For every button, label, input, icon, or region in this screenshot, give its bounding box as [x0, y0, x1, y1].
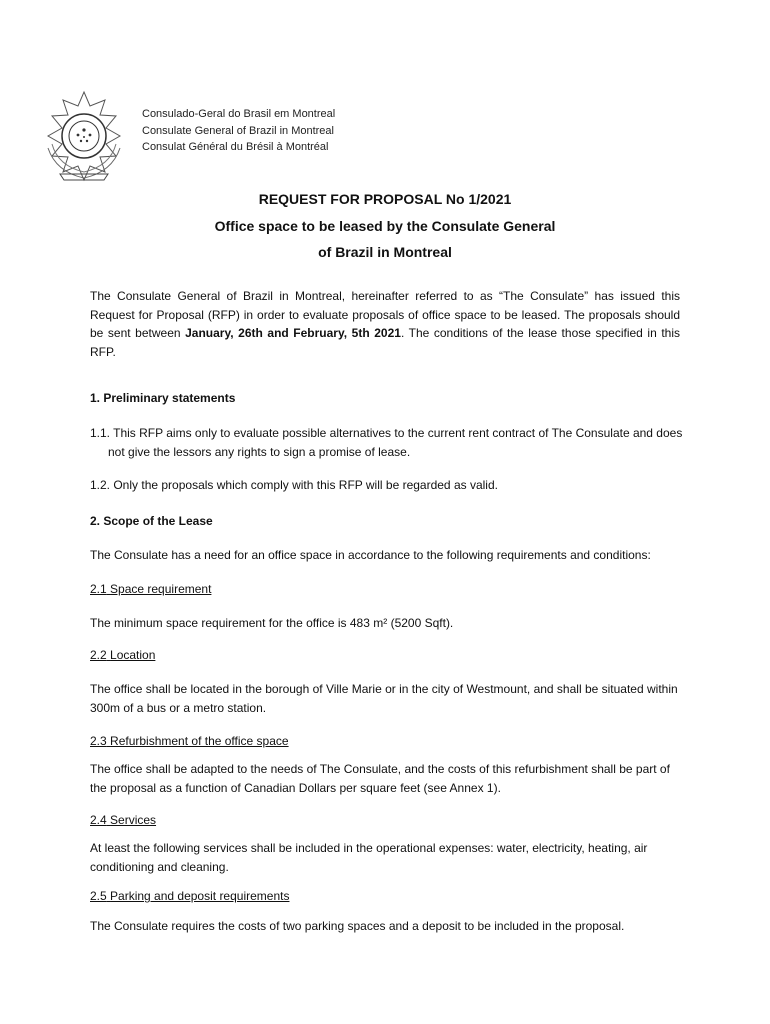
consulate-name-block [142, 106, 335, 156]
letterhead [38, 88, 538, 188]
section-2-4-number: 2.4 [90, 813, 107, 827]
section-2-2-heading [90, 646, 680, 665]
consulate-name-french: Consulat Général du Brésil à Montréal [142, 141, 329, 153]
submission-dates: January, 26th and February, 5th 2021 [185, 326, 401, 340]
section-2-2-text: The office shall be located in the borough of Ville Marie or in the city of Westmount, and shall be situated within 300m of a bus or a metro station. [90, 682, 678, 715]
section-2-heading: 2. Scope of the Lease [90, 514, 213, 528]
section-2-2-number: 2.2 [90, 648, 107, 662]
section-2-1-text: The minimum space requirement for the office is 483 m² (5200 Sqft). [90, 616, 454, 630]
section-2-5-text: The Consulate requires the costs of two parking spaces and a deposit to be included in the proposal. [90, 919, 625, 933]
section-2-5-heading [90, 887, 680, 906]
section-2-1-number: 2.1 [90, 582, 107, 596]
document-subtitle-line1: Office space to be leased by the Consulate General [214, 218, 556, 234]
section-1-heading: 1. Preliminary statements [90, 391, 236, 405]
document-title: REQUEST FOR PROPOSAL No 1/2021 [258, 191, 512, 207]
intro-paragraph [90, 287, 680, 361]
section-1-2-text: 1.2. Only the proposals which comply with this RFP will be regarded as valid. [90, 478, 498, 492]
section-2-2-title: Location [110, 648, 156, 662]
section-2-3-number: 2.3 [90, 734, 107, 748]
intro-text-after: . The conditions of the lease those specified in this RFP. [90, 326, 680, 359]
section-2-3-heading [90, 732, 680, 751]
coat-of-arms-emblem [38, 88, 130, 184]
consulate-name-portuguese: Consulado-Geral do Brasil em Montreal [142, 108, 336, 120]
section-2-3-text: The office shall be adapted to the needs of The Consulate, and the costs of this refurbishment shall be part of the proposal as a function of Canadian Dollars per square feet (see Annex 1). [90, 762, 670, 795]
consulate-name-english: Consulate General of Brazil in Montreal [142, 124, 334, 137]
section-2-3-title: Refurbishment of the office space [110, 734, 289, 748]
section-2-4-text: At least the following services shall be included in the operational expenses: water, electricity, heating, air conditioning and cleaning. [90, 841, 648, 874]
section-2-4-heading [90, 811, 680, 830]
section-2-intro: The Consulate has a need for an office space in accordance to the following requirements and conditions: [90, 548, 651, 562]
section-2-4-title: Services [110, 813, 157, 827]
intro-text-before: The Consulate General of Brazil in Montreal, hereinafter referred to as “The Consulate” has issued this Request for Proposal (RFP) in order to evaluate proposals of office space to be leased. The proposals should be sent between [90, 289, 680, 340]
section-2-5-number: 2.5 [90, 889, 107, 903]
section-1-1-text: 1.1. This RFP aims only to evaluate possible alternatives to the current rent contract of The Consulate and does not give the lessors any rights to sign a promise of lease. [90, 426, 683, 459]
document-subtitle-line2: of Brazil in Montreal [318, 244, 452, 260]
section-2-5-title: Parking and deposit requirements [110, 889, 290, 903]
section-2-1-title: Space requirement [110, 582, 212, 596]
section-2-1-heading [90, 580, 680, 599]
